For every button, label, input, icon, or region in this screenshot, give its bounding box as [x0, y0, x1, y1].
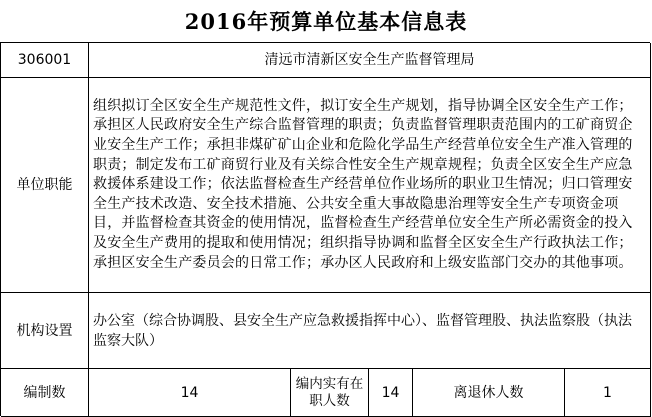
retired-label: 离退休人数	[413, 369, 565, 417]
organization-label: 机构设置	[1, 293, 89, 369]
page-title: 2016年预算单位基本信息表	[184, 9, 468, 34]
unit-name: 清远市清新区安全生产监督管理局	[89, 43, 651, 78]
staff-quota-label: 编制数	[1, 369, 89, 417]
duties-cell	[89, 78, 651, 293]
actual-staff-value: 14	[369, 369, 413, 417]
organization-text: 办公室（综合协调股、县安全生产应急救援指挥中心）、监督管理股、执法监察股（执法监察大队）	[93, 312, 632, 349]
staff-quota-value: 14	[89, 369, 291, 417]
info-table	[0, 42, 650, 416]
duties-text: 组织拟订全区安全生产规范性文件，拟订安全生产规划，指导协调全区安全生产工作；承担区人民政府安全生产综合监督管理的职责；负责监督管理职责范围内的工矿商贸企业安全生产工作；承担非煤矿矿山企业和危险化学品生产经营单位安全生产准入管理的职责；制定发布工矿商贸行业及有关综合性安全生产规章规程；负责全区安全生产应急救援体系建设工作；依法监督检查生产经营单位作业场所的职业卫生情况；归口管理安全生产技术改造、安全技术措施、公共安全重大事故隐患治理等安全生产专项资金项目，并监督检查其资金的使用情况，监督检查生产经营单位安全生产所必需资金的投入及安全生产费用的提取和使用情况；组织指导协调和监督全区安全生产行政执法工作；承担区安全生产委员会的日常工作；承办区人民政府和上级安监部门交办的其他事项。	[93, 97, 633, 271]
retired-value: 1	[565, 369, 651, 417]
unit-code: 306001	[1, 43, 89, 78]
organization-cell	[89, 293, 651, 369]
actual-staff-label: 编内实有在职人数	[291, 369, 369, 417]
duties-label: 单位职能	[1, 78, 89, 293]
